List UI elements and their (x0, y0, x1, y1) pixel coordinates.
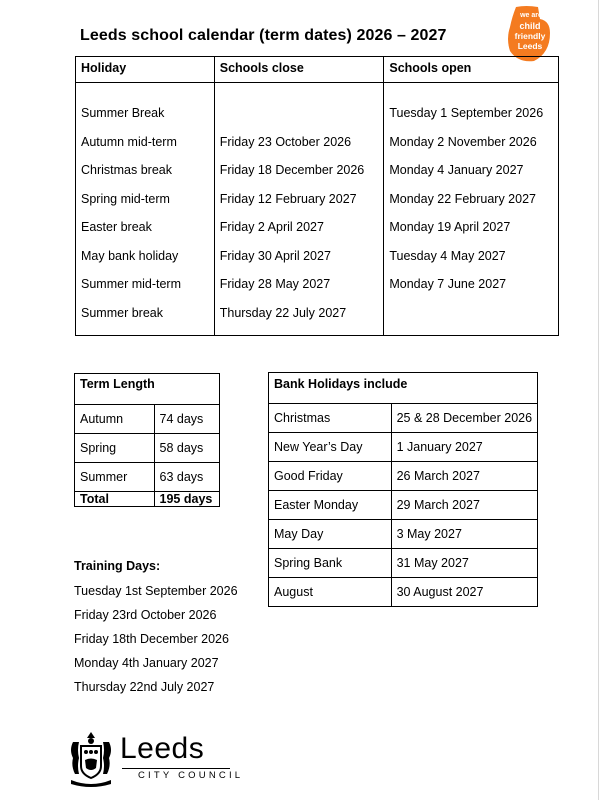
holiday-name: Christmas break (81, 163, 172, 178)
open-date: Monday 7 June 2027 (384, 270, 559, 299)
close-date (214, 83, 384, 128)
table-row (269, 433, 538, 462)
term-length-table (74, 373, 220, 507)
close-date: Friday 30 April 2027 (214, 242, 384, 271)
table-row (76, 213, 559, 242)
table-row (269, 491, 538, 520)
holiday-name: Autumn mid-term (81, 134, 177, 149)
holiday-table-header (76, 57, 559, 83)
table-row (76, 242, 559, 271)
table-row (269, 404, 538, 433)
open-date: Tuesday 4 May 2027 (384, 242, 559, 271)
table-row (76, 185, 559, 214)
bank-holiday-name: Easter Monday (269, 491, 392, 520)
open-date: Monday 22 February 2027 (384, 185, 559, 214)
holiday-name: Summer Break (81, 106, 165, 121)
open-date: Tuesday 1 September 2026 (384, 83, 559, 128)
bank-holiday-date: 29 March 2027 (391, 491, 537, 520)
page-edge (598, 0, 599, 800)
list-item: Friday 23rd October 2026 (74, 608, 217, 622)
table-row (76, 156, 559, 185)
badge-line1: we are (520, 12, 542, 19)
bank-holiday-date: 26 March 2027 (391, 462, 537, 491)
bank-holiday-name: Christmas (269, 404, 392, 433)
badge-line2: child (519, 21, 541, 31)
bank-holiday-date: 3 May 2027 (391, 520, 537, 549)
term-name: Spring (75, 434, 155, 463)
bank-holiday-name: August (274, 585, 313, 599)
header-schools-close: Schools close (214, 57, 384, 83)
leeds-city-council-logo (67, 728, 247, 790)
table-row (269, 520, 538, 549)
list-item: Monday 4th January 2027 (74, 656, 219, 670)
table-row (75, 405, 220, 434)
bank-holiday-name: Good Friday (269, 462, 392, 491)
term-total-days: 195 days (154, 492, 219, 507)
term-days: 63 days (154, 463, 219, 492)
badge-line3: friendly (514, 31, 546, 41)
term-name: Summer (75, 463, 155, 492)
page-title: Leeds school calendar (term dates) 2026 – 2027 (80, 27, 447, 44)
term-length-heading: Term Length (75, 374, 220, 405)
logo-subtitle: CITY COUNCIL (138, 770, 244, 781)
bank-holiday-name: May Day (269, 520, 392, 549)
bank-holidays-header-row (269, 373, 538, 404)
header-holiday: Holiday (76, 57, 215, 83)
table-row (75, 434, 220, 463)
holiday-name: May bank holiday (81, 248, 179, 263)
header-schools-open: Schools open (384, 57, 559, 83)
table-row (76, 299, 559, 336)
list-item: Tuesday 1st September 2026 (74, 584, 238, 598)
holiday-name: Summer mid-term (81, 277, 182, 292)
term-name: Autumn (75, 405, 155, 434)
term-total-label: Total (80, 492, 109, 506)
close-date: Thursday 22 July 2027 (214, 299, 384, 336)
table-row (76, 83, 559, 128)
close-date: Friday 18 December 2026 (214, 156, 384, 185)
table-row (76, 270, 559, 299)
training-days-list (74, 584, 238, 704)
table-row (269, 549, 538, 578)
logo-wordmark: Leeds (120, 732, 205, 765)
table-row (75, 463, 220, 492)
bank-holidays-heading: Bank Holidays include (269, 373, 538, 404)
close-date: Friday 2 April 2027 (214, 213, 384, 242)
open-date: Monday 4 January 2027 (384, 156, 559, 185)
coat-of-arms-icon (67, 730, 115, 790)
bank-holiday-name: Spring Bank (269, 549, 392, 578)
logo-rule (122, 768, 230, 769)
term-length-header-row (75, 374, 220, 405)
list-item: Friday 18th December 2026 (74, 632, 229, 646)
table-row (269, 462, 538, 491)
bank-holiday-date: 30 August 2027 (391, 578, 537, 607)
term-total-row (75, 492, 220, 507)
list-item: Thursday 22nd July 2027 (74, 680, 215, 694)
holiday-name: Summer break (81, 305, 163, 320)
open-date: Monday 19 April 2027 (384, 213, 559, 242)
bank-holiday-date: 31 May 2027 (391, 549, 537, 578)
badge-line4: Leeds (517, 41, 543, 51)
bank-holiday-name: New Year’s Day (269, 433, 392, 462)
term-days: 58 days (154, 434, 219, 463)
table-row (269, 578, 538, 607)
bank-holiday-date: 25 & 28 December 2026 (391, 404, 537, 433)
training-days-heading: Training Days: (74, 559, 161, 573)
close-date: Friday 12 February 2027 (214, 185, 384, 214)
holiday-table (75, 56, 559, 336)
child-friendly-leeds-badge (506, 5, 552, 63)
bank-holiday-date: 1 January 2027 (391, 433, 537, 462)
close-date: Friday 23 October 2026 (214, 128, 384, 157)
bank-holidays-table (268, 372, 538, 607)
table-row (76, 128, 559, 157)
close-date: Friday 28 May 2027 (214, 270, 384, 299)
open-date (384, 299, 559, 336)
term-days: 74 days (154, 405, 219, 434)
holiday-name: Spring mid-term (81, 191, 170, 206)
holiday-name: Easter break (81, 220, 152, 235)
open-date: Monday 2 November 2026 (384, 128, 559, 157)
